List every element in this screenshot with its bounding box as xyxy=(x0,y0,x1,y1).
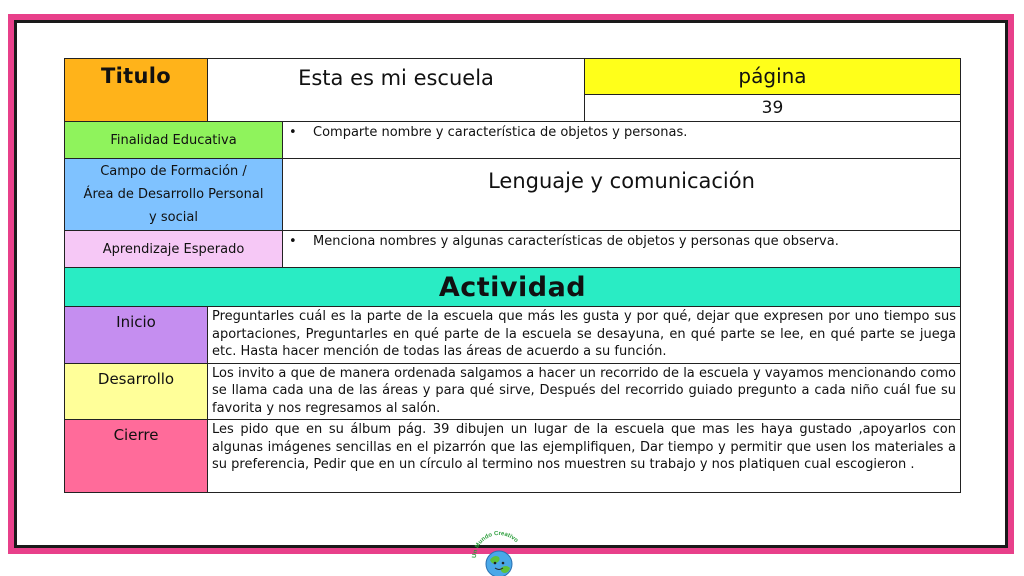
campo-label-cell xyxy=(65,159,283,231)
bullet-icon: • xyxy=(289,234,297,249)
page-label-cell xyxy=(585,59,961,95)
campo-label-line-1: Campo de Formación / xyxy=(100,164,247,179)
campo-value: Lenguaje y comunicación xyxy=(488,169,755,193)
title-label-cell xyxy=(65,59,208,122)
desarrollo-text: Los invito a que de manera ordenada salgamos a hacer un recorrido de la escuela y vayamos mencionando como se llama cada una de las áreas y para qué sirve, Después del recorrido guiado pregunto a cada niño cuál fue su favorita y nos regresamos al salón. xyxy=(212,365,956,416)
cierre-text-cell xyxy=(208,420,961,493)
finalidad-label-cell xyxy=(65,122,283,159)
campo-label-line-2: Área de Desarrollo Personal xyxy=(83,187,264,202)
aprendizaje-value: Menciona nombres y algunas características de objetos y personas que observa. xyxy=(313,234,839,249)
page-label: página xyxy=(738,64,807,89)
cierre-label: Cierre xyxy=(113,426,159,444)
finalidad-label: Finalidad Educativa xyxy=(110,132,237,148)
cierre-label-cell xyxy=(65,420,208,493)
inicio-label: Inicio xyxy=(116,313,156,331)
inicio-label-cell xyxy=(65,307,208,364)
page-number-cell xyxy=(585,94,961,121)
planning-sheet xyxy=(64,58,960,493)
campo-value-cell xyxy=(283,159,961,231)
desarrollo-text-cell xyxy=(208,363,961,420)
actividad-heading-cell xyxy=(65,268,961,307)
aprendizaje-label-cell xyxy=(65,231,283,268)
globe-logo-icon xyxy=(468,528,530,576)
cierre-text: Les pido que en su álbum pág. 39 dibujen un lugar de la escuela que mas les haya gustado ,apoyarlos con algunas imágenes sencillas en el pizarrón que las ejemplifiquen, Dar tiempo y permitir que usen los materiales a su preferencia, Pedir que en un círculo al termino nos muestren su trabajo y nos platiquen cual escogieron . xyxy=(212,422,956,472)
inicio-text: Preguntarles cuál es la parte de la escuela que más les gusta y por qué, dejar que expresen por uno tiempo sus aportaciones, Preguntarles en qué parte de la escuela se desayuna, en qué parte se lee, en qué parte se juega etc. Hasta hacer mención de todas las áreas de acuerdo a su función. xyxy=(212,309,956,359)
desarrollo-label: Desarrollo xyxy=(97,369,175,388)
planning-table xyxy=(64,58,961,493)
campo-label-line-3: y social xyxy=(149,210,198,225)
aprendizaje-label: Aprendizaje Esperado xyxy=(102,241,245,257)
bullet-icon: • xyxy=(289,125,297,140)
title-value: Esta es mi escuela xyxy=(298,66,494,90)
page-number: 39 xyxy=(761,97,784,118)
finalidad-value: Comparte nombre y característica de objetos y personas. xyxy=(313,125,688,140)
inicio-text-cell xyxy=(208,307,961,364)
title-value-cell xyxy=(208,59,585,122)
desarrollo-label-cell xyxy=(65,363,208,420)
finalidad-value-cell xyxy=(283,122,961,159)
aprendizaje-value-cell xyxy=(283,231,961,268)
actividad-heading: Actividad xyxy=(438,271,587,303)
logo-text: Un Mundo Creativo xyxy=(471,530,519,559)
title-label: Titulo xyxy=(101,64,171,88)
